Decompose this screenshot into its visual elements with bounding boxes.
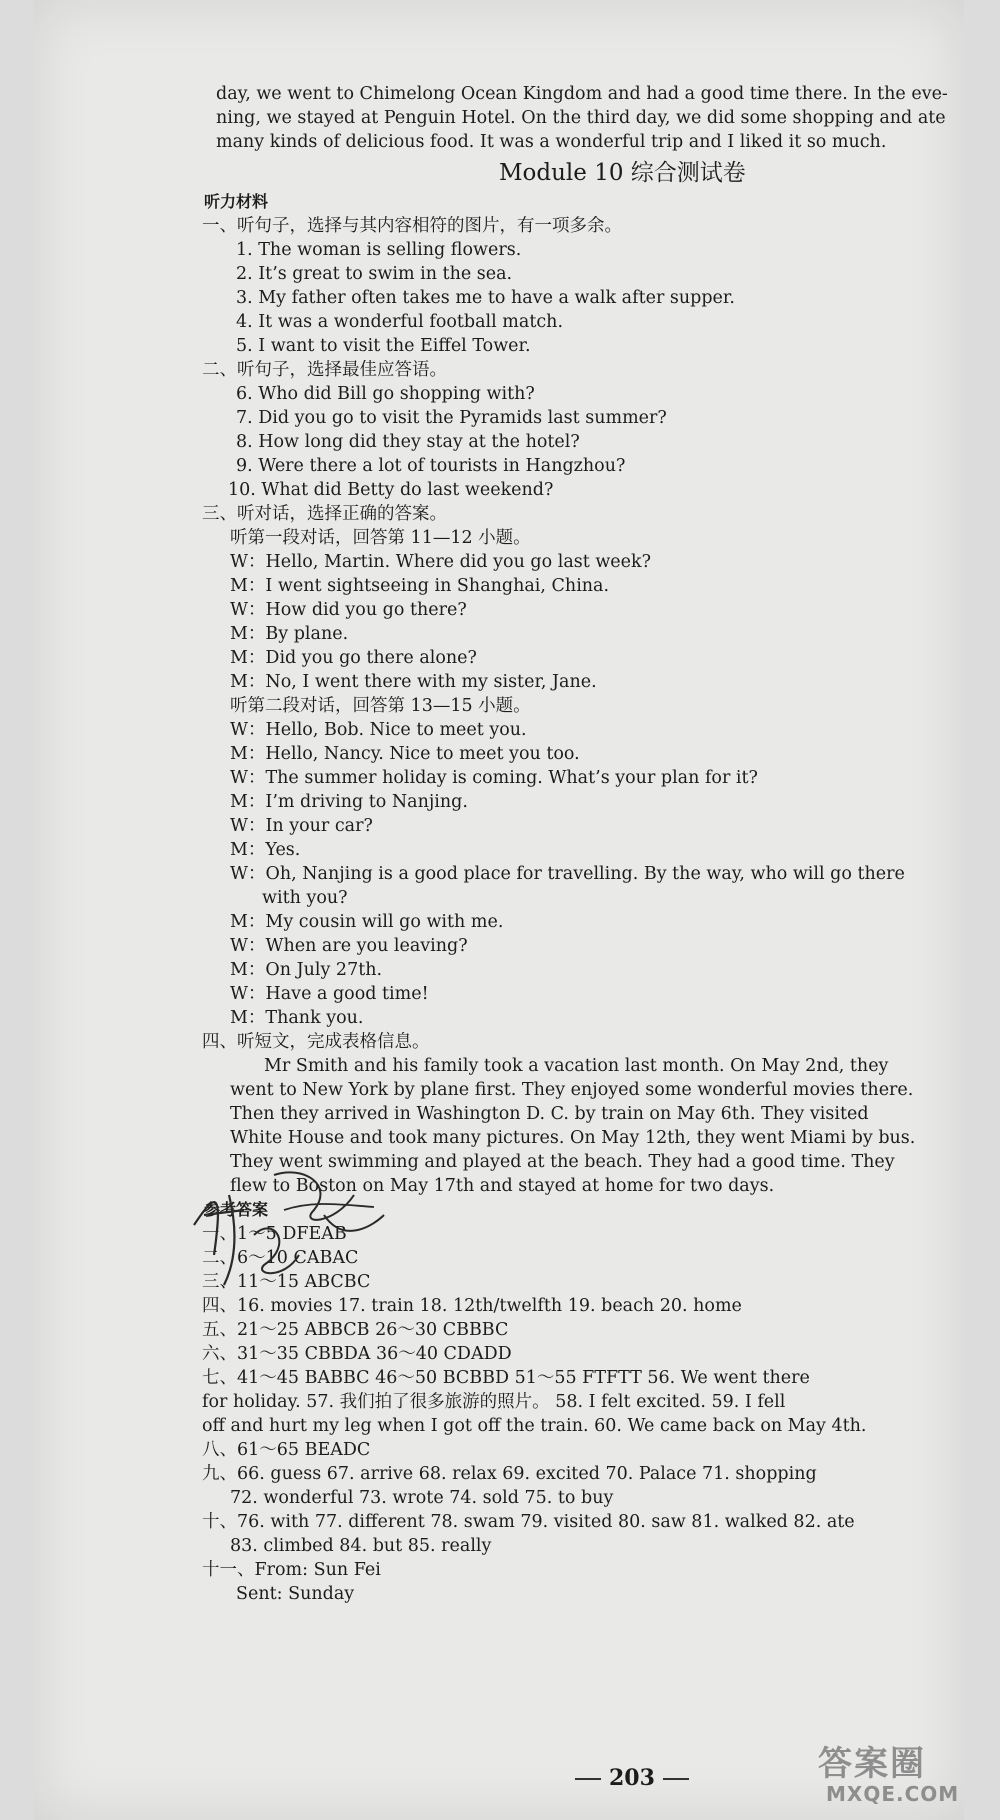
- section-heading: 二、听句子，选择最佳应答语。: [202, 360, 447, 380]
- page-number-text: 203: [609, 1765, 655, 1791]
- answer-line: 七、41～45 BABBC 46～50 BCBBD 51～55 FTFTT 56. We went there: [202, 1368, 810, 1388]
- dialogue-line: M：I went sightseeing in Shanghai, China.: [230, 576, 610, 596]
- question-item: 2. It’s great to swim in the sea.: [236, 264, 513, 284]
- answer-line: 三、11～15 ABCBC: [202, 1272, 371, 1292]
- dialogue-line: W：Have a good time!: [230, 984, 429, 1004]
- dialogue-line: W：In your car?: [230, 816, 373, 836]
- intro-line: day, we went to Chimelong Ocean Kingdom and had a good time there. In the eve-: [216, 84, 948, 104]
- answer-line: 83. climbed 84. but 85. really: [230, 1536, 492, 1556]
- answer-line: 九、66. guess 67. arrive 68. relax 69. excited 70. Palace 71. shopping: [202, 1464, 817, 1484]
- dialogue-line: W：Hello, Martin. Where did you go last week?: [230, 552, 652, 572]
- answer-line: 十一、From: Sun Fei: [202, 1560, 381, 1580]
- handwriting-scribble-icon: [184, 1155, 394, 1295]
- module-title: Module 10 综合测试卷: [499, 160, 746, 186]
- section-heading: 四、听短文，完成表格信息。: [202, 1032, 430, 1052]
- answer-line: 二、6～10 CABAC: [202, 1248, 359, 1268]
- intro-line: ning, we stayed at Penguin Hotel. On the third day, we did some shopping and ate: [216, 108, 946, 128]
- listening-label: 听力材料: [204, 192, 269, 211]
- answer-line: 八、61～65 BEADC: [202, 1440, 371, 1460]
- question-item: 7. Did you go to visit the Pyramids last summer?: [236, 408, 667, 428]
- question-item: 9. Were there a lot of tourists in Hangzhou?: [236, 456, 626, 476]
- watermark-logo: [806, 1736, 982, 1808]
- answer-line: for holiday. 57. 我们拍了很多旅游的照片。 58. I felt excited. 59. I fell: [202, 1392, 786, 1412]
- dialogue-line: W：When are you leaving?: [230, 936, 468, 956]
- passage-line: flew to Boston on May 17th and stayed at home for two days.: [230, 1176, 775, 1196]
- question-item: 8. How long did they stay at the hotel?: [236, 432, 580, 452]
- watermark-top: 答案圈: [818, 1744, 926, 1784]
- dialogue-line: W：The summer holiday is coming. What’s your plan for it?: [230, 768, 758, 788]
- answer-line: 72. wonderful 73. wrote 74. sold 75. to buy: [230, 1488, 614, 1508]
- question-item: 4. It was a wonderful football match.: [236, 312, 564, 332]
- dialogue-line: M：Thank you.: [230, 1008, 364, 1028]
- passage-line: White House and took many pictures. On May 12th, they went Miami by bus.: [230, 1128, 916, 1148]
- section-heading: 一、听句子，选择与其内容相符的图片，有一项多余。: [202, 216, 622, 236]
- question-item: 10. What did Betty do last weekend?: [228, 480, 554, 500]
- passage-line: Then they arrived in Washington D. C. by train on May 6th. They visited: [230, 1104, 869, 1124]
- question-item: 6. Who did Bill go shopping with?: [236, 384, 535, 404]
- passage-line: They went swimming and played at the beach. They had a good time. They: [230, 1152, 895, 1172]
- passage-line: went to New York by plane first. They enjoyed some wonderful movies there.: [230, 1080, 914, 1100]
- watermark-bottom: MXQE.COM: [826, 1782, 960, 1806]
- question-item: 1. The woman is selling flowers.: [236, 240, 522, 260]
- answer-line: 十、76. with 77. different 78. swam 79. visited 80. saw 81. walked 82. ate: [202, 1512, 855, 1532]
- textbook-page: [34, 0, 964, 1820]
- question-item: 3. My father often takes me to have a walk after supper.: [236, 288, 735, 308]
- dialogue-intro: 听第一段对话，回答第 11—12 小题。: [230, 528, 531, 548]
- dash-left: [575, 1778, 601, 1780]
- intro-line: many kinds of delicious food. It was a wonderful trip and I liked it so much.: [216, 132, 887, 152]
- answer-line: Sent: Sunday: [236, 1584, 355, 1604]
- dialogue-line: M：I’m driving to Nanjing.: [230, 792, 468, 812]
- answers-label: 参考答案: [204, 1200, 269, 1219]
- dialogue-line: W：How did you go there?: [230, 600, 467, 620]
- dash-right: [663, 1778, 689, 1780]
- dialogue-line: M：Yes.: [230, 840, 301, 860]
- answer-line: 一、1～5 DFEAB: [202, 1224, 347, 1244]
- dialogue-line: M：No, I went there with my sister, Jane.: [230, 672, 597, 692]
- dialogue-line: M：Hello, Nancy. Nice to meet you too.: [230, 744, 580, 764]
- dialogue-line: M：Did you go there alone?: [230, 648, 477, 668]
- answer-line: 六、31～35 CBBDA 36～40 CDADD: [202, 1344, 512, 1364]
- answer-line: 四、16. movies 17. train 18. 12th/twelfth 19. beach 20. home: [202, 1296, 742, 1316]
- answer-line: off and hurt my leg when I got off the train. 60. We came back on May 4th.: [202, 1416, 867, 1436]
- question-item: 5. I want to visit the Eiffel Tower.: [236, 336, 531, 356]
- passage-line: Mr Smith and his family took a vacation last month. On May 2nd, they: [264, 1056, 889, 1076]
- dialogue-line: M：By plane.: [230, 624, 349, 644]
- answer-line: 五、21～25 ABBCB 26～30 CBBBC: [202, 1320, 509, 1340]
- dialogue-line: with you?: [262, 888, 348, 908]
- page-number: [567, 1765, 697, 1791]
- dialogue-line: M：On July 27th.: [230, 960, 383, 980]
- section-heading: 三、听对话，选择正确的答案。: [202, 504, 447, 524]
- dialogue-line: M：My cousin will go with me.: [230, 912, 504, 932]
- dialogue-line: W：Hello, Bob. Nice to meet you.: [230, 720, 527, 740]
- dialogue-line: W：Oh, Nanjing is a good place for travelling. By the way, who will go there: [230, 864, 905, 884]
- dialogue-intro: 听第二段对话，回答第 13—15 小题。: [230, 696, 531, 716]
